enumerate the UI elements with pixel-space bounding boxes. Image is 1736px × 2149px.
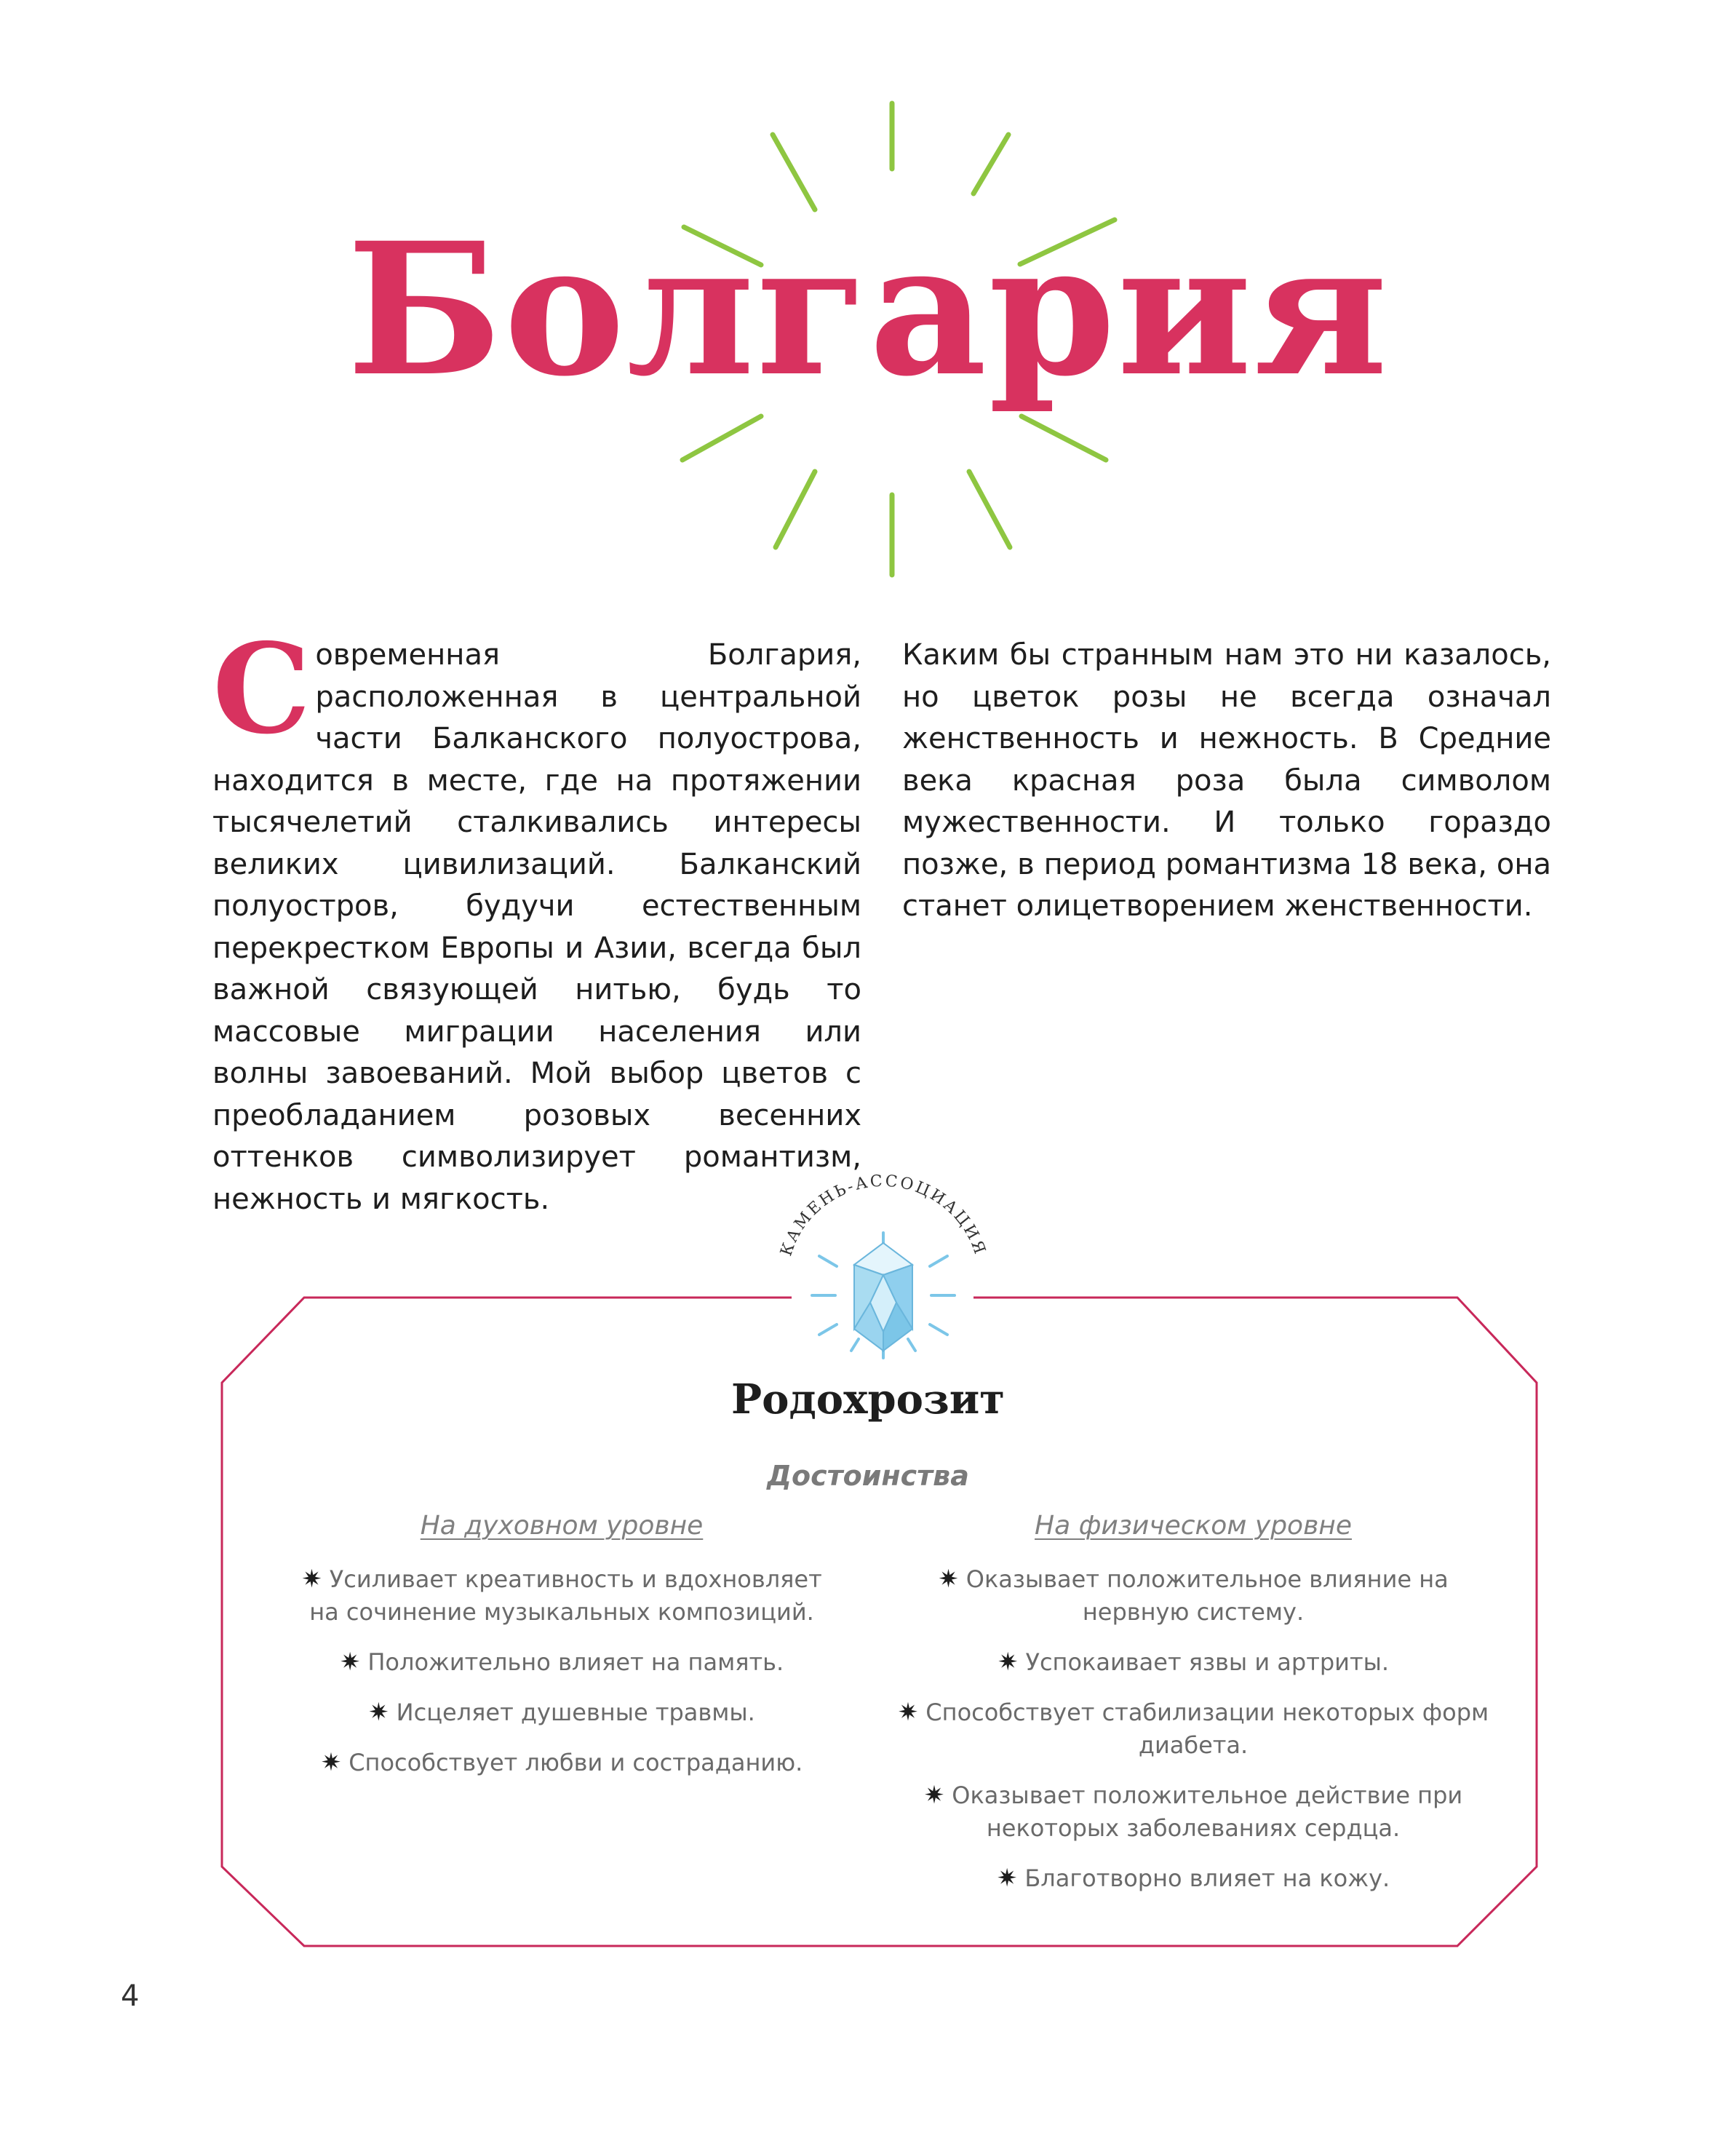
list-item: ✷ Исцеляет душевные травмы. <box>368 1698 755 1727</box>
asterisk-icon: ✷ <box>938 1565 959 1594</box>
spiritual-heading: На духовном уровне <box>420 1511 704 1541</box>
list-item: ✷ Успокаивает язвы и артриты. <box>997 1648 1390 1677</box>
asterisk-icon: ✷ <box>997 1648 1019 1677</box>
page-title: Болгария <box>346 202 1390 416</box>
drop-cap: С <box>212 616 311 762</box>
asterisk-icon: ✷ <box>301 1565 322 1594</box>
physical-list <box>895 1563 1492 1912</box>
badge-label: КАМЕНЬ-АССОЦИАЦИЯ <box>777 1172 990 1259</box>
asterisk-icon: ✷ <box>368 1698 389 1727</box>
asterisk-icon: ✷ <box>897 1698 919 1727</box>
asterisk-icon: ✷ <box>339 1648 361 1677</box>
intro-right-text: Каким бы странным нам это ни казалось, но цветок розы не всегда означал женственность и нежность. В Средние века красная роза была символом мужественности. И только гораздо позже, в период романтизма 18 века, она станет олицетворением женственности. <box>902 638 1551 923</box>
page-number: 4 <box>121 1979 140 2013</box>
asterisk-icon: ✷ <box>996 1864 1018 1893</box>
list-item: ✷ Благотворно влияет на кожу. <box>996 1864 1390 1893</box>
list-item: ✷ Способствует любви и состраданию. <box>320 1748 803 1777</box>
asterisk-icon: ✷ <box>320 1748 342 1777</box>
list-item: ✷ Положительно влияет на память. <box>339 1648 784 1677</box>
intro-left-text: овременная Болгария, расположенная в центральной части Балканского полуострова, находится в месте, где на протяжении тысячелетий сталкивались интересы великих цивилизаций. Балканский полуостров, будучи естественным перекрестком Европы и Азии, всегда был важной связующей нитью, будь то массовые миграции населения или волны завоеваний. Мой выбор цветов с преобладанием розовых весенних оттенков символизирует романтизм, нежность и мягкость. <box>212 638 861 1216</box>
merits-heading: Достоинства <box>767 1460 969 1492</box>
asterisk-icon: ✷ <box>923 1781 945 1810</box>
list-item: ✷ Оказывает положительное влияние на нервную систему. <box>938 1565 1449 1626</box>
stone-name: Родохрозит <box>730 1375 1005 1423</box>
list-item: ✷ Оказывает положительное действие при некоторых заболеваниях сердца. <box>923 1781 1463 1842</box>
spiritual-list <box>285 1563 838 1797</box>
list-item: ✷ Усиливает креативность и вдохновляет на сочинение музыкальных композиций. <box>301 1565 822 1626</box>
list-item: ✷ Способствует стабилизации некоторых форм диабета. <box>897 1698 1489 1759</box>
physical-heading: На физическом уровне <box>1035 1511 1352 1541</box>
